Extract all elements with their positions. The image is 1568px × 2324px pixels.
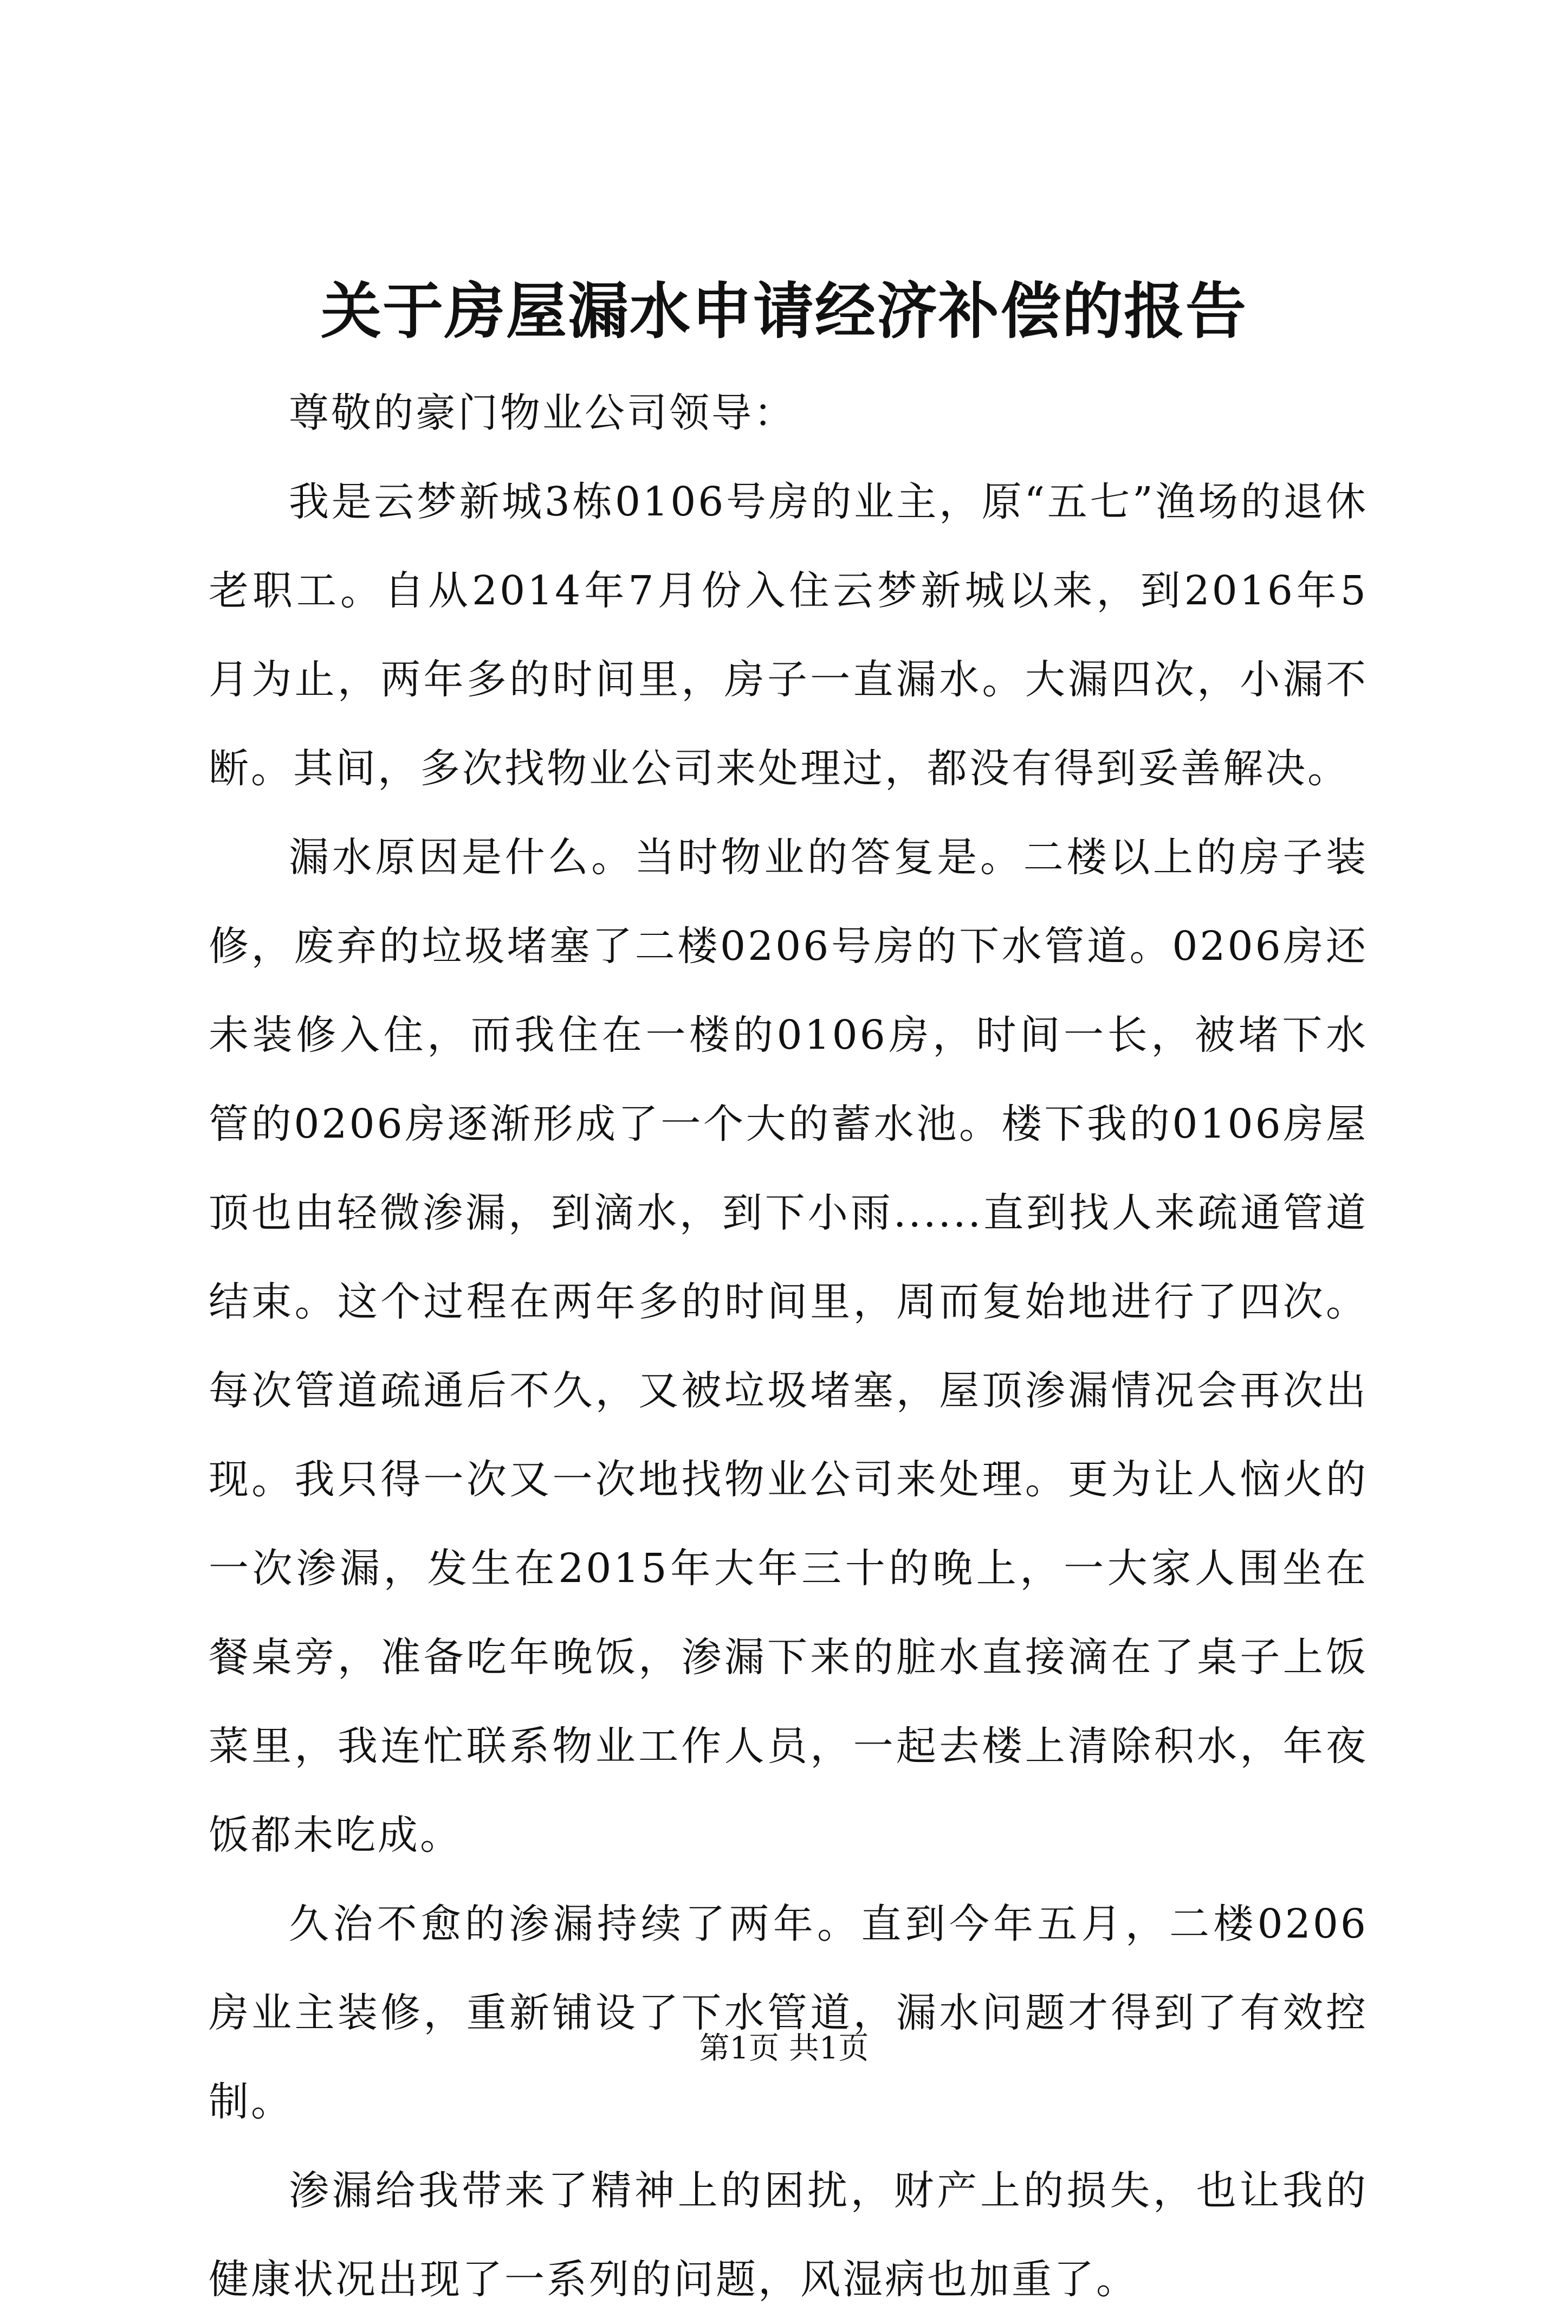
paragraph: 漏水原因是什么。当时物业的答复是。二楼以上的房子装修，废弃的垃圾堵塞了二楼0206号房的下水管道。0206房还未装修入住，而我住在一楼的0106房，时间一长，被堵下水管的0206房逐渐形成了一个大的蓄水池。楼下我的0106房屋顶也由轻微渗漏，到滴水，到下小雨......直到找人来疏通管道结束。这个过程在两年多的时间里，周而复始地进行了四次。每次管道疏通后不久，又被垃圾堵塞，屋顶渗漏情况会再次出现。我只得一次又一次地找物业公司来处理。更为让人恼火的一次渗漏，发生在2015年大年三十的晚上，一大家人围坐在餐桌旁，准备吃年晚饭，渗漏下来的脏水直接滴在了桌子上饭菜里，我连忙联系物业工作人员，一起去楼上清除积水，年夜饭都未吃成。: [209, 834, 1368, 1858]
paragraph: 久治不愈的渗漏持续了两年。直到今年五月，二楼0206房业主装修，重新铺设了下水管道，漏水问题才得到了有效控制。: [209, 1901, 1368, 2125]
paragraph: 渗漏给我带来了精神上的困扰，财产上的损失，也让我的健康状况出现了一系列的问题，风湿病也加重了。: [209, 2167, 1368, 2303]
salutation: 尊敬的豪门物业公司领导：: [289, 390, 796, 436]
paragraph: 我是云梦新城3栋0106号房的业主，原“五七”渔场的退休老职工。自从2014年7月份入住云梦新城以来，到2016年5月为止，两年多的时间里，房子一直漏水。大漏四次，小漏不断。其间，多次找物业公司来处理过，都没有得到妥善解决。: [209, 479, 1368, 792]
document-title: 关于房屋漏水申请经济补偿的报告: [321, 276, 1247, 347]
page-number-footer: 第1页 共1页: [699, 2031, 869, 2066]
